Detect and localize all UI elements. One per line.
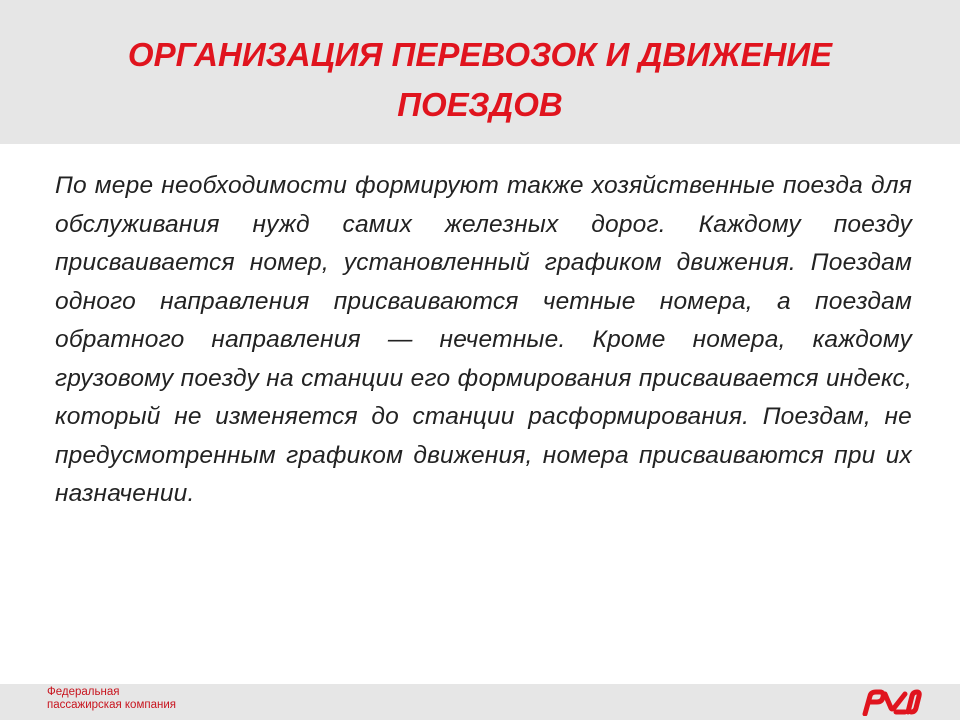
company-name-line-2: пассажирская компания: [47, 699, 176, 711]
company-name: [47, 686, 176, 712]
rzd-logo-icon: [858, 688, 924, 716]
company-name-line-1: Федеральная: [47, 686, 120, 698]
slide-title: ОРГАНИЗАЦИЯ ПЕРЕВОЗОК И ДВИЖЕНИЕ ПОЕЗДОВ: [127, 36, 833, 123]
body-text: По мере необходимости формируют также хозяйственные поезда для обслуживания нужд самих железных дорог. Каждому поезду присваивается номер, установленный графиком движения. Поездам одного направления присваиваются четные номера, а поездам обратного направления — нечетные. Кроме номера, каждому грузовому поезду на станции его формирования присваивается индекс, который не изменяется до станции расформирования. Поездам, не предусмотренным графиком движения, номера присваиваются при их назначении.: [55, 172, 912, 507]
